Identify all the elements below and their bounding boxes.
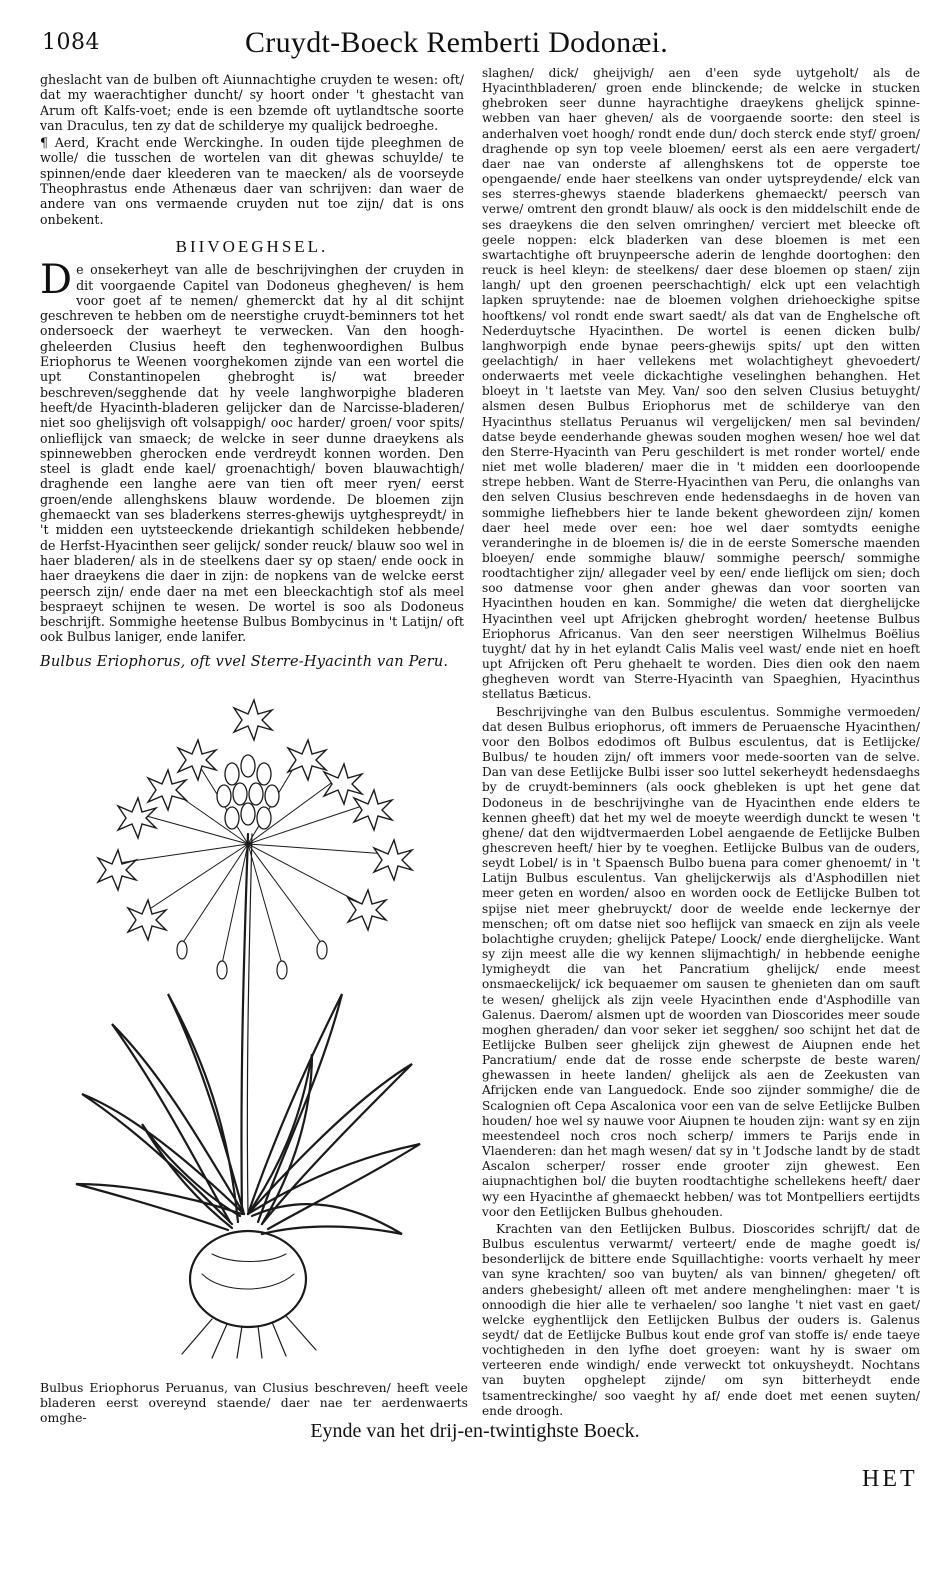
flower-stalk-shade [247, 834, 252, 1214]
properties-paragraph: ¶ Aerd, Kracht ende Werckinghe. In ouden tijde pleeghmen de wolle/ die tusschen de wortelen van dit ghewas schuylde/ te spinnen/ende daer kleederen van te maecken/ als de voorseyde Theophrastus ende Athenæus daer van schrijven: dan waer de andere van ons vermaende cruyden nut toe zijn/ dat is ons onbekent. [40, 135, 464, 227]
continuation-paragraph: slaghen/ dick/ gheijvigh/ aen d'een syde uytgeholt/ als de Hyacinthbladeren/ groen ende blinckende; de welcke in stucken ghebroken seer dunne hayrachtighe draeykens ghelijck spinne-webben van haer gheven/ als de voorgaende soorte: den steel is anderhalven voet hoogh/ rondt ende dun/ doch sterck ende styf/ groen/ draghende op syn top veele bloemen/ eerst als een aere vergadert/ daer nae van onderste af allenghskens tot de opperste toe opengaende/ ende haer steelkens van onder uytspreydende/ elck van ses sterres-ghewys staende bladerkens ghemaeckt/ peersch van verwe/ omtrent den grondt blauw/ als oock is den middelschilt ende de ses draeykens die den selven omringhen/ verciert met bleecke oft geele noppen: elck bladerken van dese bloemen is met een swartachtighe oft bruynpeersche aderin de lenghde doortoghen: den reuck is heel kleyn: de steelkens/ daer dese bloemen op staen/ zijn langh/ upt den groenen peerschachtigh/ elck upt een velachtigh lapken spruytende: nae de bloemen volghen driehoeckighe spitse hooftkens/ vol rondt ende swart saedt/ als dat van de Enghelsche oft Nederduytsche Hyacinthen. De wortel is eenen dicken bulb/ langhworpigh ende bynae peers-ghewijs spits/ upt den witten geelachtigh/ in haer vellekens met wolachtigheyt ghevoedert/ onderwaerts met veele dickachtighe veselinghen behanghen. Het bloeyt in 't laetste van Mey. Van/ soo den selven Clusius betuyght/ alsmen desen Bulbus Eriophorus met de schilderye van den Hyacinthus stellatus Peruanus wil vergelijcken/ men sal bevinden/ datse beyde eenderhande ghewas souden moghen wesen/ hoe wel dat den Sterre-Hyacinth van Peru geschildert is met ronder wortel/ ende niet met wolle bladeren/ maer die in 't midden een doorloopende strepe hebben. Want de Sterre-Hyacinthen van Peru, die onlanghs van den selven Clusius beschreven ende hedensdaeghs in de hoven van sommighe liefhebbers hier te lande bekent ghewordeen zijn/ komen daer heel mede over een: hoe wel daer somtydts eenighe veranderinghe in de bloemen is/ die in de eerste Somersche maenden bloeyen/ ende sommighe blauw/ sommighe peersch/ sommighe roodtachtigher zijn/ allegader veel by een/ ende lieflijck om sien; doch soo datmense voor ghen ander ghewas dan voor soorten van Hyacinthen houden en kan. Sommighe/ die weten dat dierghelijcke Hyacinthen veel upt Afrijcken ghebroght worden/ heetense Bulbus Eriophorus Africanus. Van den seer neerstigen Wilhelmus Boëlius tuyght/ dat hy in het eylandt Calis Malis veel wast/ ende niet en hoeft upt Afrijcken oft Peru ghehaelt te worden. Dies dien ook den naem ghegheven wordt van Sterre-Hyacinth van Spaeghien, Hyacinthus stellatus Bæticus. [482, 66, 920, 702]
plant-woodcut-svg [72, 694, 424, 1360]
flower [128, 900, 166, 940]
bulb-scales [202, 1254, 294, 1289]
section-title: BIIVOEGHSEL. [175, 236, 329, 256]
appendix-paragraph: De onsekerheyt van alle de beschrijvinghen der cruyden in dit voorgaende Capitel van Dodoneus ghegheven/ is hem voor goet af te nemen/ ghemerckt dat hy al dit schijnt geschreven te hebben om de neerstighe cruydt-beminners tot het ondersoeck der waerheyt te verwecken. Van den hoogh-gheleerden Clusius heeft den teghenwoordighen Bulbus Eriophorus te Weenen voorghekomen zijnde van een wortel die upt Constantinopelen ghebroght is/ wat breeder beschreven/segghende dat hy veele langhworpighe bladeren heeft/de Hyacinth-bladeren gelijcker dan de Narcisse-bladeren/ niet soo ghelijsvigh oft volsappigh/ ooc harder/ groen/ voor spits/ onlieflijck van smaeck; de welcke in seer dunne draeykens als spinnewebben gherocken ende verdreydt konnen worden. Den steel is gladt ende kael/ groenachtigh/ boven blauwachtigh/ draghende een langhe aere van tien oft meer ryen/ eerst groen/ende allenghskens blauw wordende. De bloemen zijn ghemaeckt van ses bladerkens sterres-ghewijs uytghespreydt/ in 't midden een uytsteeckende driekantigh schildeken hebbende/ de Herfst-Hyacinthen seer gelijck/ sonder reuck/ blauw soo wel in haer bladeren/ als in de steelkens daer sy op staen/ ende oock in haer draeykens die daer in zijn: de nopkens van de welcke eerst peersch zijn/ ende daer na met een bleeckachtigh stof als meel bespraeyt schijnen te wesen. De wortel is soo als Dodoneus beschrijft. Sommighe heetense Bulbus Bombycinus in 't Latijn/ oft ook Bulbus laniger, ende lanifer. [40, 257, 464, 645]
flower [374, 840, 412, 880]
left-column [40, 72, 464, 670]
running-head [0, 16, 950, 60]
page-number: 1084 [42, 30, 100, 55]
flower [288, 740, 326, 780]
flower [118, 798, 156, 838]
flower [354, 790, 392, 830]
bud-cluster [217, 755, 279, 829]
flower [234, 700, 272, 740]
flower [178, 740, 216, 780]
esculentus-description-paragraph: Beschrijvinghe van den Bulbus esculentus. Sommighe vermoeden/ dat desen Bulbus eriophorus, oft immers de Peruaensche Hyacinthen/ voor den Bolbos edodimos oft Bulbus esculentus, dat is Eetlijcke/ Bulbus/ te houden zijn/ oft immers voor mede-soorten van de selve. Dan van dese Eetlijcke Bulbi isser soo luttel sekerheydt hedensdaeghs by de cruydt-beminners (als oock ghebleken is upt het gene dat Dodoneus in de beschrijvinghe van de Hyacinthen ende elders te kennen gheeft) dat het my wel de moeyte weerdigh dunckt te wesen 't ghene/ dat den wijdtvermaerden Lobel aengaende de Eetlijcke Bulben ghescreven heeft/ hier by te voeghen. Eetlijcke Bulbus van de ouders, seydt Lobel/ is in 't Spaensch Bulbo buena para comer ghenoemt/ in 't Latijn Bulbus esculentus. Van ghelijckerwijs als d'Asphodillen niet meer geten en worden/ alsoo en worden oock de Eetlijcke Bulben tot spijse niet meer ghebruyckt/ door de weelde ende leckernye der menschen; oft om datse niet soo heflijck van smaeck en zijn als veele bolachtighe cruyden; ghelijck Patepe/ Loock/ ende dierghelijcke. Want sy zijn meest alle die wy kennen slijmachtigh/ in hebbende eenighe lymigheydt die van het Pancratium ghelijck/ ende meest onsmaeckelijck/ ick bequaemer om sausen te ghenieten dan om sauft te wesen/ ghelijck als zijn veele Hyacinthen ende d'Asphodille van Galenus. Daerom/ alsmen upt de woorden van Dioscorides meer soude moghen gheraden/ dan voor seker iet segghen/ soo schijnt het dat de Eetlijcke Bulben seer ghelijck zijn ghewest de Aiupnen ende het Pancratium/ ende dat de rosse ende scherpste de beste waren/ ghewassen in heete landen/ ghelijck als aen de Zeekusten van Afrijcken ende van Languedock. Ende soo zijnder sommighe/ die de Scalognien oft Cepa Ascalonica voor een van de selve Eetlijcke Bulben houden/ hoe wel sy nauwe voor Aiupnen te houden zijn: want sy en zijn meestendeel noch cros noch scherp/ immers te Parijs ende in Vlaenderen: dan het magh wesen/ dat sy in 't Jodsche landt by de stadt Ascalon scherper/ rosser ende grooter zijn ghewest. Een aiupnachtighen bol/ die buyten roodtachtighe schellekens heeft/ daer wy een Hyacinthe af ghemaeckt hebben/ was tot Montpelliers eertijdts voor den Eetlijcken Bulbus ghehouden. [482, 704, 920, 1219]
leaf [252, 1204, 402, 1234]
leaf [112, 1024, 244, 1222]
roots [182, 1316, 316, 1358]
flower [148, 770, 186, 810]
figure-caption: Bulbus Eriophorus, oft vvel Sterre-Hyacinth van Peru. [40, 653, 449, 670]
esculentus-powers-paragraph: Krachten van den Eetlijcken Bulbus. Dioscorides schrijft/ dat de Bulbus esculentus verwarmt/ verteert/ ende de maghe goedt is/ besonderlijck de bittere ende Squillachtighe: voorts verhaelt hy meer van syne krachten/ soo van buyten/ als van binnen/ ghegeten/ oft anders ghebesight/ alleen oft met andere menghelinghen: maer 't is onnoodigh die hier alle te verhaelen/ soo langhe 't niet vast en gaet/ welcke eyghentlijck den Eetlijcken Bulbus der ouders is. Galenus seydt/ dat de Eetlijcke Bulbus kout ende grof van stoffe is/ ende taeye vochtigheden in den lyfhe doet groeyen: want hy is swaer om verteeren ende windigh/ ende verweckt tot onkuysheydt. Nochtans van buyten opghelept zijnde/ om syn bitterheydt ende tsamentreckinghe/ soo vaeght hy af/ ende doet met eenen suyten/ ende droogh. [482, 1221, 920, 1418]
hanging-buds [177, 941, 327, 979]
catchword: HET [862, 1466, 918, 1492]
intro-paragraph: gheslacht van de bulben oft Aiunnachtighe cruyden te wesen: oft/ dat my waerachtigher duncht/ sy hoort onder 't ghestacht van Arum oft Kalfs-voet; ende is een bzemde oft uytlandtsche soorte van Draculus, ten zy dat de schilderye my qualijck bedroeghe. [40, 72, 464, 133]
plant-woodcut-illustration [72, 694, 424, 1360]
book-end-line: Eynde van het drij-en-twintighste Boeck. [310, 1420, 640, 1442]
plate-caption: Bulbus Eriophorus Peruanus, van Clusius beschreven/ heeft veele bladeren eerst overeynd staende/ daer nae ter aerdenwaerts omghe- [40, 1380, 468, 1426]
right-column [482, 66, 920, 1419]
flower [98, 850, 136, 890]
running-title: Cruydt-Boeck Remberti Dodonæi. [245, 26, 669, 59]
star-flowers [98, 700, 412, 940]
leaf [76, 1184, 242, 1230]
flower [348, 890, 386, 930]
